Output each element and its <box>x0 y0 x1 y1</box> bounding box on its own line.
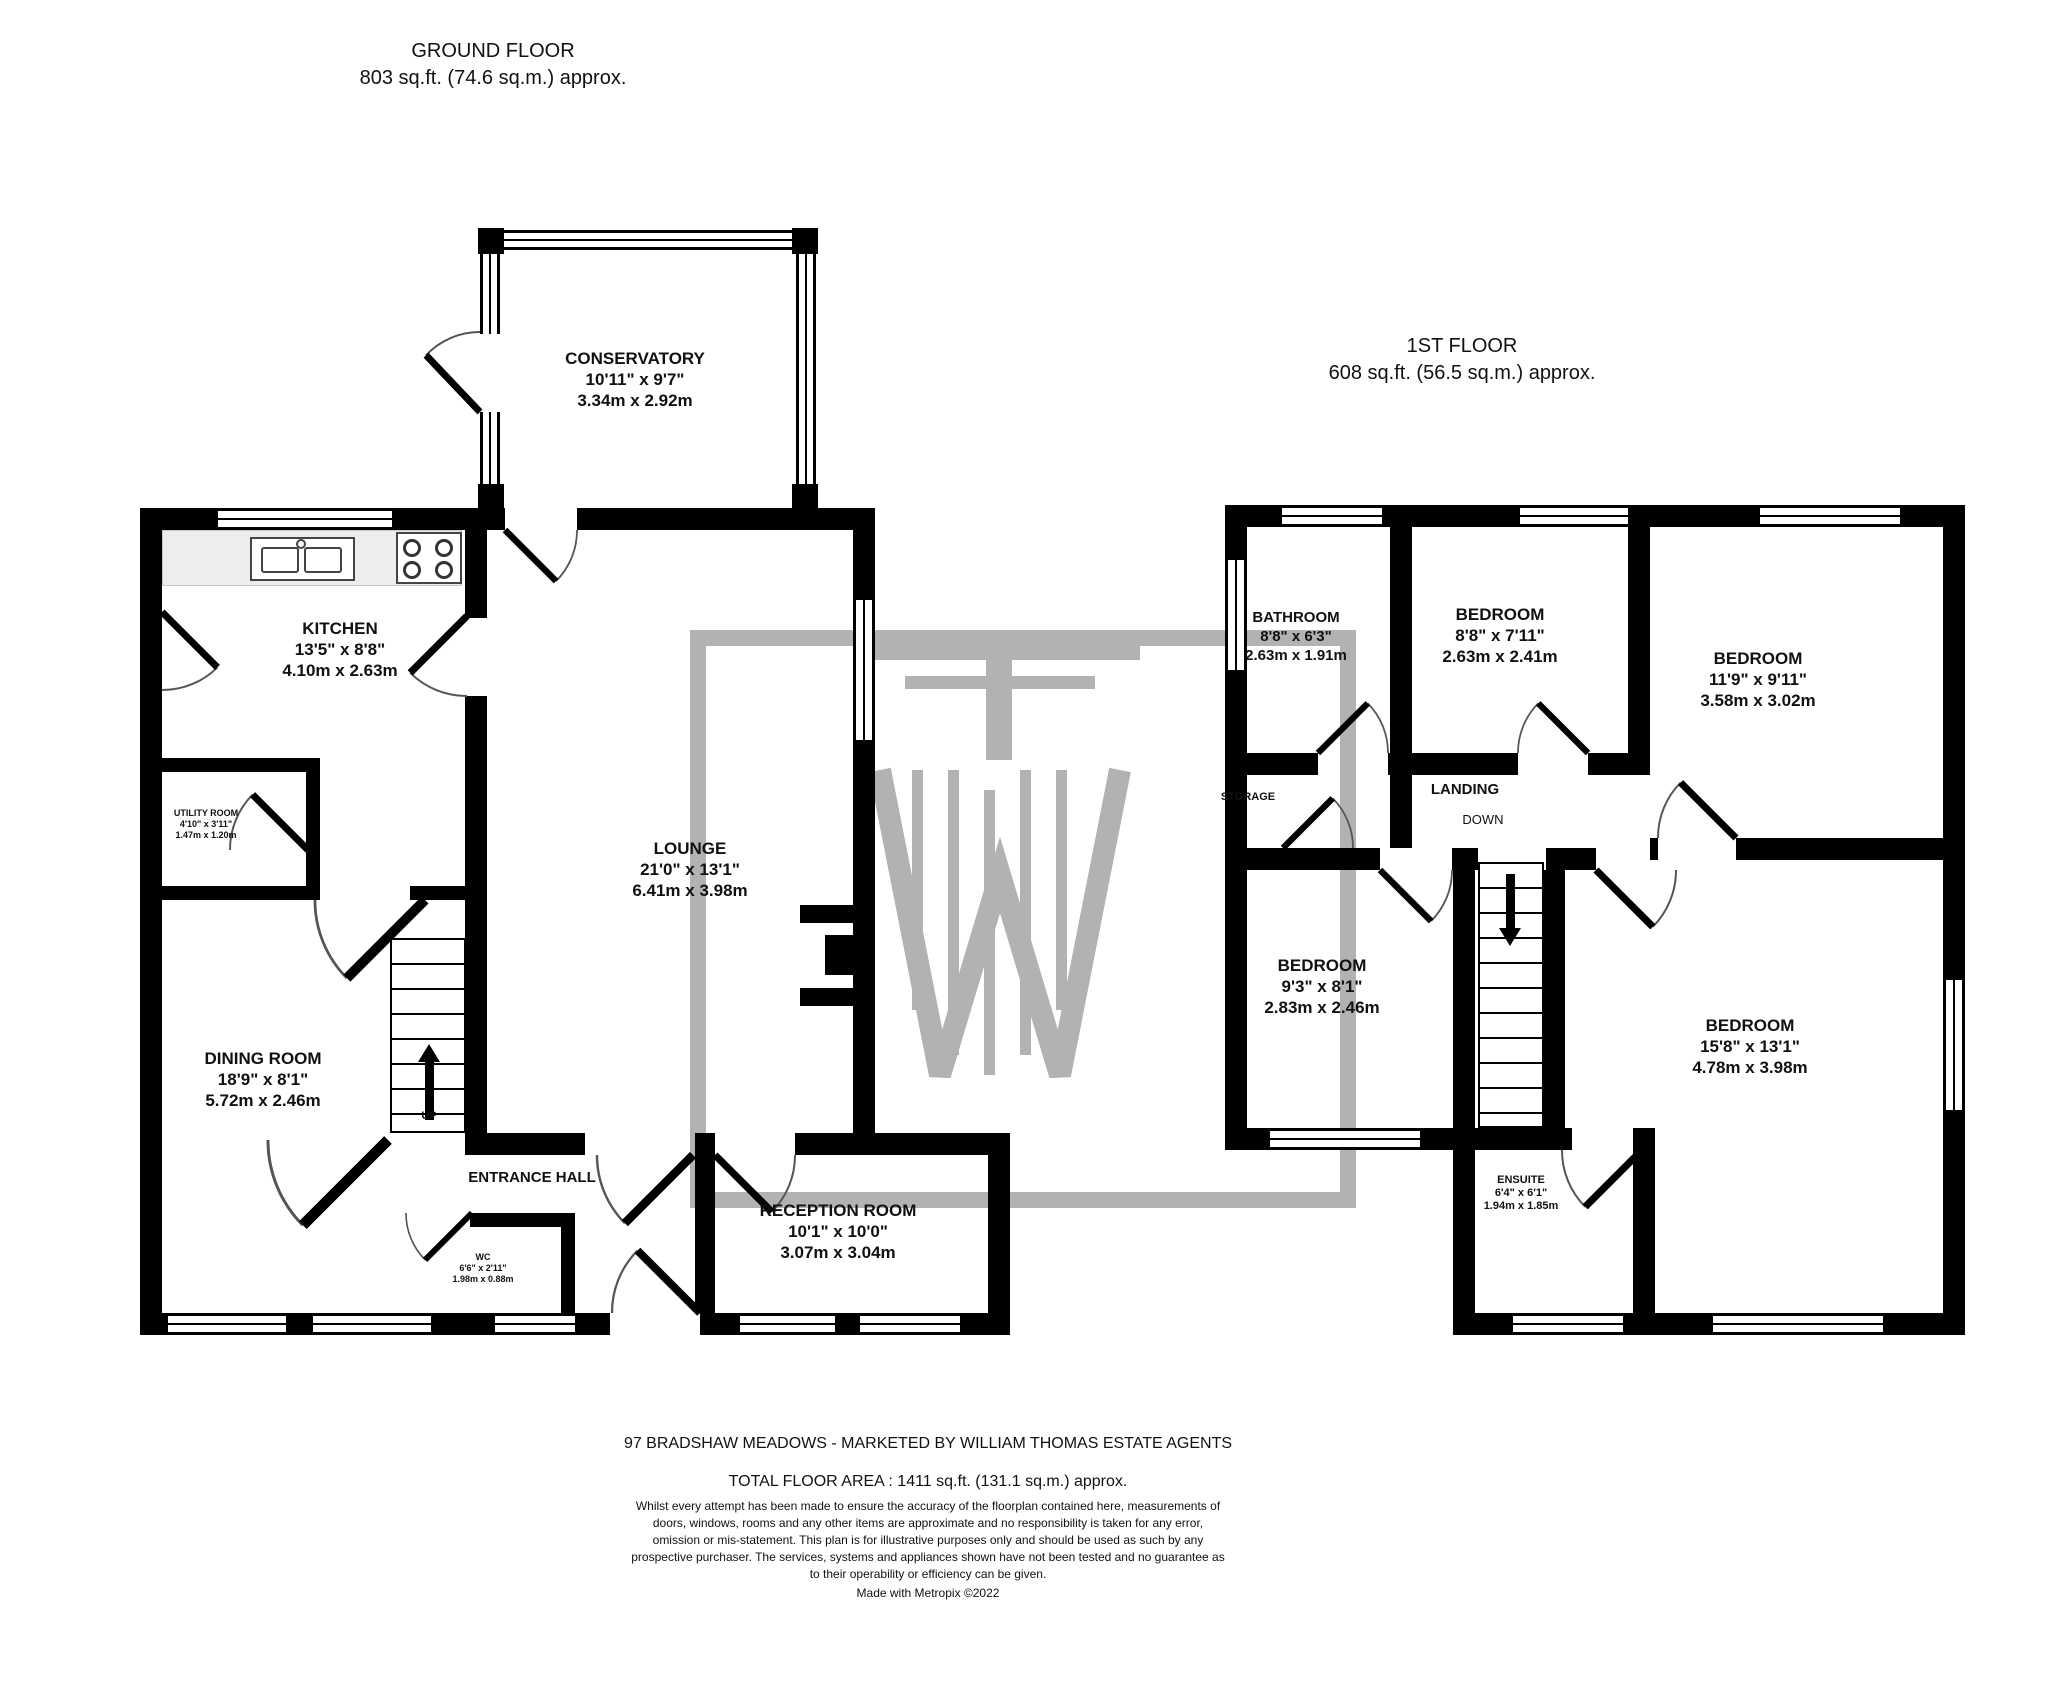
burner-icon <box>435 561 453 579</box>
wall <box>1943 505 1965 980</box>
room-name: BEDROOM <box>1455 605 1545 624</box>
disclaimer-text: Whilst every attempt has been made to ensure the accuracy of the floorplan contained here, measurements of doors, windows, rooms and any other items are approximate and no responsibility is taken for any error, omission or mis-statement. This plan is for illustrative purposes only and should be used as such by any prospective purchaser. The services, systems and appliances shown have not been tested and no guarantee as to their operability or efficiency can be given. <box>631 1499 1225 1581</box>
wall <box>465 696 487 770</box>
room-name: UTILITY ROOM <box>173 808 239 818</box>
wall <box>577 508 875 530</box>
room-label-ensuite <box>1484 1174 1559 1213</box>
room-dims-metric: 4.10m x 2.63m <box>282 661 398 680</box>
room-label-bedroom-1 <box>1442 604 1557 667</box>
wall <box>162 758 320 772</box>
wall <box>1453 1128 1572 1150</box>
room-dims-metric: 1.98m x 0.88m <box>452 1274 514 1284</box>
room-label-conservatory <box>565 348 705 411</box>
up-arrow-head <box>418 1044 440 1062</box>
wall <box>988 1133 1010 1335</box>
room-name: ENSUITE <box>1497 1174 1545 1186</box>
window <box>218 508 392 530</box>
chimney-breast <box>800 988 875 1006</box>
chimney-breast <box>800 905 875 923</box>
room-dims-imperial: 6'4" x 6'1" <box>1494 1187 1548 1199</box>
wall <box>1390 505 1412 848</box>
wall <box>1225 848 1380 870</box>
door-conservatory-external <box>404 332 480 412</box>
window <box>1270 1128 1420 1150</box>
room-name: KITCHEN <box>302 619 378 638</box>
flue <box>825 935 855 975</box>
sink-bowl-icon <box>261 547 299 573</box>
room-dims-imperial: 10'11" x 9'7" <box>585 370 685 389</box>
room-dims-imperial: 18'9" x 8'1" <box>217 1070 309 1089</box>
room-name: BEDROOM <box>1277 956 1367 975</box>
room-name: WC <box>475 1252 491 1262</box>
window <box>1520 505 1630 527</box>
window <box>1713 1313 1883 1335</box>
room-dims-metric: 2.63m x 1.91m <box>1245 647 1347 664</box>
sink-bowl-icon <box>304 547 342 573</box>
wall <box>392 508 505 530</box>
burner-icon <box>403 561 421 579</box>
room-name: BEDROOM <box>1705 1016 1795 1035</box>
burner-icon <box>435 539 453 557</box>
footer-total-area <box>478 1472 1378 1492</box>
room-dims-imperial: 15'8" x 13'1" <box>1700 1037 1800 1056</box>
address-line: 97 BRADSHAW MEADOWS - MARKETED BY WILLIAM THOMAS ESTATE AGENTS <box>623 1435 1233 1452</box>
door-bathroom <box>1318 683 1388 753</box>
room-label-landing <box>1431 780 1499 799</box>
room-dims-metric: 1.94m x 1.85m <box>1483 1200 1559 1212</box>
window <box>1282 505 1382 527</box>
wall <box>1546 848 1596 870</box>
room-dims-metric: 3.07m x 3.04m <box>780 1243 896 1262</box>
room-label-kitchen <box>282 618 397 681</box>
room-label-bedroom-3 <box>1264 955 1379 1018</box>
room-label-storage <box>1221 791 1275 804</box>
window <box>480 254 500 334</box>
door-bedroom-4 <box>1596 870 1676 950</box>
wall <box>853 530 875 600</box>
window <box>495 1313 575 1335</box>
wall <box>795 1133 1010 1155</box>
wall <box>1420 1128 1453 1150</box>
room-dims-metric: 5.72m x 2.46m <box>205 1091 321 1110</box>
room-dims-imperial: 4'10" x 3'11" <box>179 819 233 829</box>
wall <box>1453 1128 1475 1335</box>
window <box>313 1313 431 1335</box>
wall <box>1452 848 1478 870</box>
footer-address <box>478 1434 1378 1454</box>
down-arrow <box>1506 874 1515 930</box>
tap-icon <box>296 539 306 549</box>
room-name: LANDING <box>1430 781 1500 798</box>
room-dims-metric: 2.83m x 2.46m <box>1264 998 1380 1017</box>
window <box>1513 1313 1623 1335</box>
window <box>480 412 500 484</box>
door-kitchen-dining <box>315 900 425 1010</box>
wall <box>792 484 818 510</box>
wall <box>1388 753 1518 775</box>
credit-text: Made with Metropix ©2022 <box>856 1586 1000 1600</box>
room-label-bedroom-2 <box>1700 648 1815 711</box>
door-bedroom-1 <box>1518 683 1588 753</box>
room-label-utility-room <box>174 808 238 841</box>
wall <box>140 508 162 1335</box>
wall <box>286 1313 313 1335</box>
wall <box>306 758 320 886</box>
room-name: DINING ROOM <box>204 1049 322 1068</box>
room-name: BATHROOM <box>1252 609 1340 626</box>
footer-disclaimer <box>478 1498 1378 1583</box>
room-label-bedroom-4 <box>1692 1015 1807 1078</box>
wall <box>1543 870 1565 1128</box>
stairs-down-label <box>1462 812 1503 827</box>
room-label-bathroom <box>1245 608 1347 665</box>
room-name: LOUNGE <box>653 839 727 858</box>
wall <box>1225 670 1247 1150</box>
wall <box>1225 753 1318 775</box>
door-ensuite <box>1562 1150 1642 1230</box>
room-label-lounge <box>632 838 747 901</box>
window <box>853 600 875 740</box>
room-dims-imperial: 10'1" x 10'0" <box>788 1222 888 1241</box>
room-label-reception-room <box>760 1200 917 1263</box>
wall <box>431 1313 495 1335</box>
door-conservatory-lounge <box>505 530 577 602</box>
wall <box>1883 1313 1965 1335</box>
wall <box>465 508 487 618</box>
room-name: STORAGE <box>1220 791 1276 803</box>
wall <box>140 1313 168 1335</box>
door-kitchen-lounge <box>387 616 467 696</box>
wall <box>1225 1128 1270 1150</box>
room-dims-imperial: 21'0" x 13'1" <box>640 860 740 879</box>
window <box>740 1313 835 1335</box>
room-name: ENTRANCE HALL <box>468 1169 596 1186</box>
wall <box>1628 505 1650 775</box>
ground-floor-title <box>360 38 627 92</box>
room-dims-metric: 3.58m x 3.02m <box>1700 691 1816 710</box>
window <box>168 1313 286 1335</box>
room-dims-metric: 1.47m x 1.20m <box>175 830 237 840</box>
total-area-line: TOTAL FLOOR AREA : 1411 sq.ft. (131.1 sq.m.) approx. <box>728 1473 1128 1490</box>
room-name: BEDROOM <box>1713 649 1803 668</box>
room-dims-imperial: 6'6" x 2'11" <box>459 1263 507 1273</box>
wall <box>470 1213 575 1227</box>
wall <box>1642 1128 1655 1150</box>
room-dims-imperial: 9'3" x 8'1" <box>1281 977 1363 996</box>
door-bedroom-2 <box>1658 760 1736 838</box>
wall <box>1453 870 1475 1128</box>
room-dims-metric: 3.34m x 2.92m <box>577 391 693 410</box>
window <box>504 230 792 250</box>
burner-icon <box>403 539 421 557</box>
door-bedroom-3 <box>1380 870 1452 942</box>
ground-floor-title-text: GROUND FLOOR <box>411 40 575 62</box>
door-kitchen-left <box>162 612 240 690</box>
watermark-logo <box>690 630 1370 1210</box>
wall <box>561 1213 575 1313</box>
wall <box>465 1133 585 1155</box>
wall <box>478 484 504 510</box>
ground-floor-area-text: 803 sq.ft. (74.6 sq.m.) approx. <box>359 67 627 89</box>
wall <box>478 228 504 254</box>
room-label-entrance-hall <box>468 1168 596 1187</box>
door-storage <box>1283 778 1353 848</box>
wall <box>465 770 487 1133</box>
window <box>1760 505 1900 527</box>
wall <box>1588 753 1650 775</box>
room-dims-imperial: 11'9" x 9'11" <box>1709 670 1807 689</box>
wall <box>792 228 818 254</box>
first-floor-title <box>1329 333 1596 387</box>
window <box>796 254 816 484</box>
down-arrow-head <box>1499 928 1521 946</box>
footer-credit <box>478 1585 1378 1602</box>
wall <box>1650 838 1658 860</box>
wall <box>575 1313 610 1335</box>
room-name: RECEPTION ROOM <box>759 1201 917 1220</box>
room-dims-imperial: 8'8" x 7'11" <box>1455 626 1545 645</box>
door-hall-lounge <box>597 1155 693 1251</box>
up-text: UP <box>421 1110 437 1122</box>
wall <box>853 740 875 1133</box>
room-dims-metric: 4.78m x 3.98m <box>1692 1058 1808 1077</box>
down-text: DOWN <box>1462 812 1504 827</box>
window <box>1225 560 1247 670</box>
wall <box>695 1133 715 1155</box>
door-utility <box>230 772 308 850</box>
wall <box>835 1313 860 1335</box>
stairs-up-label <box>421 1110 436 1123</box>
room-dims-imperial: 8'8" x 6'3" <box>1260 628 1332 645</box>
wall <box>140 886 320 900</box>
first-floor-area-text: 608 sq.ft. (56.5 sq.m.) approx. <box>1328 362 1596 384</box>
room-dims-metric: 6.41m x 3.98m <box>632 881 748 900</box>
room-name: CONSERVATORY <box>565 349 705 368</box>
window <box>1943 980 1965 1110</box>
door-dining-hall <box>268 1140 388 1260</box>
wall <box>410 886 465 900</box>
wall <box>1225 505 1247 560</box>
window <box>860 1313 960 1335</box>
room-dims-metric: 2.63m x 2.41m <box>1442 647 1558 666</box>
wall <box>700 1313 740 1335</box>
room-label-wc <box>452 1252 513 1285</box>
room-dims-imperial: 13'5" x 8'8" <box>294 640 386 659</box>
wall <box>1943 1110 1965 1335</box>
first-floor-title-text: 1ST FLOOR <box>1406 335 1518 357</box>
room-label-dining-room <box>204 1048 321 1111</box>
wall <box>1736 838 1965 860</box>
